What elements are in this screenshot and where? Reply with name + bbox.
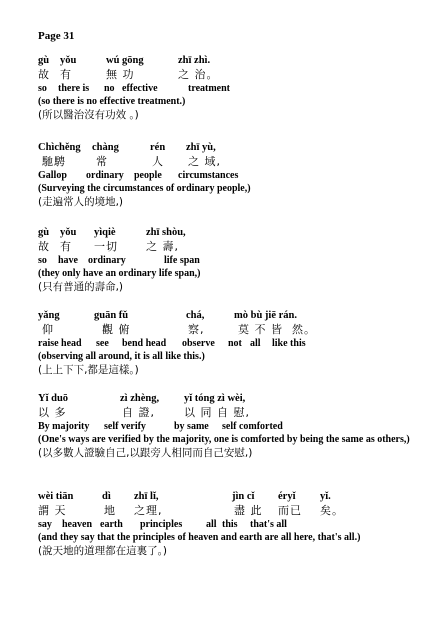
hanzi-word: 之 壽, — [146, 240, 179, 253]
hanzi-line — [38, 406, 418, 420]
gloss-word: raise head — [38, 338, 82, 349]
hanzi-word: 以 同 自 慰, — [184, 406, 250, 419]
hanzi-line — [38, 504, 418, 518]
stanza-3 — [38, 226, 418, 294]
gloss-word: effective — [122, 83, 158, 94]
pinyin-word: yǐ. — [320, 491, 331, 502]
chinese-translation: (上上下下,都是這樣。) — [38, 364, 139, 376]
gloss-word: not — [228, 338, 242, 349]
gloss-word: self verify — [104, 421, 146, 432]
gloss-word: by same — [174, 421, 209, 432]
stanza-5 — [38, 392, 418, 460]
pinyin-line — [38, 226, 418, 240]
gloss-word: Gallop — [38, 170, 67, 181]
pinyin-word: zhī shòu, — [146, 227, 186, 238]
gloss-line — [38, 420, 418, 434]
gloss-line — [38, 169, 418, 183]
gloss-word: this — [222, 519, 238, 530]
chinese-translation: (只有普通的壽命,) — [38, 281, 124, 293]
hanzi-word: 盡 此 — [234, 504, 263, 517]
hanzi-line — [38, 68, 418, 82]
hanzi-word: 自 證, — [122, 406, 155, 419]
gloss-word: bend head — [122, 338, 167, 349]
hanzi-word: 常 — [96, 155, 108, 168]
gloss-word: no — [104, 83, 115, 94]
pinyin-word: Chìchěng — [38, 142, 81, 153]
stanza-1 — [38, 54, 418, 122]
gloss-word: there is — [58, 83, 90, 94]
pinyin-word: guān fǔ — [94, 310, 129, 321]
hanzi-word: 矣。 — [320, 504, 344, 517]
gloss-line — [38, 337, 418, 351]
pinyin-word: yǒu — [60, 227, 77, 238]
hanzi-word: 地 — [104, 504, 116, 517]
chinese-translation: (說天地的道理都在這裏了。) — [38, 545, 167, 557]
hanzi-word: 有 — [60, 240, 72, 253]
pinyin-word: mò bù jiē rán. — [234, 310, 297, 321]
hanzi-word: 之 域, — [188, 155, 221, 168]
gloss-word: all — [250, 338, 261, 349]
hanzi-word: 而已 — [278, 504, 302, 517]
pinyin-word: rén — [150, 142, 166, 153]
pinyin-word: Yǐ duō — [38, 393, 69, 404]
gloss-word: like this — [272, 338, 306, 349]
pinyin-word: yǐ tóng zì wèi, — [184, 393, 246, 404]
english-translation: (Surveying the circumstances of ordinary people,) — [38, 183, 251, 194]
gloss-line — [38, 82, 418, 96]
stanza-6 — [38, 490, 418, 558]
hanzi-word: 有 — [60, 68, 72, 81]
gloss-word: life span — [164, 255, 200, 266]
pinyin-line — [38, 490, 418, 504]
chinese-translation: (以多數人證驗自己,以跟旁人相同而自己安慰,) — [38, 447, 253, 459]
gloss-word: earth — [100, 519, 123, 530]
pinyin-word: zhī lǐ, — [134, 491, 159, 502]
gloss-word: circumstances — [178, 170, 239, 181]
pinyin-word: wú gōng — [106, 55, 144, 66]
pinyin-word: chá, — [186, 310, 205, 321]
hanzi-word: 以 多 — [38, 406, 67, 419]
pinyin-word: gù — [38, 227, 50, 238]
gloss-word: treatment — [188, 83, 231, 94]
hanzi-word: 一切 — [94, 240, 118, 253]
hanzi-word: 謂 天 — [38, 504, 67, 517]
gloss-word: people — [134, 170, 162, 181]
hanzi-word: 觀 俯 — [102, 323, 131, 336]
chinese-translation: (走遍常人的境地,) — [38, 196, 124, 208]
gloss-word: ordinary — [88, 255, 126, 266]
hanzi-line — [38, 240, 418, 254]
gloss-word: that's all — [250, 519, 287, 530]
pinyin-word: yìqiè — [94, 227, 116, 238]
gloss-word: say — [38, 519, 52, 530]
gloss-word: all — [206, 519, 217, 530]
hanzi-line — [38, 323, 418, 337]
hanzi-word: 之理, — [134, 504, 163, 517]
pinyin-word: wèi tiān — [38, 491, 74, 502]
page-number: Page 31 — [38, 30, 75, 42]
gloss-word: so — [38, 83, 47, 94]
pinyin-word: yǒu — [60, 55, 77, 66]
gloss-word: have — [58, 255, 78, 266]
gloss-line — [38, 254, 418, 268]
english-translation: (so there is no effective treatment.) — [38, 96, 186, 107]
pinyin-word: dì — [102, 491, 111, 502]
stanza-4 — [38, 309, 418, 377]
hanzi-word: 之 治。 — [178, 68, 219, 81]
gloss-line — [38, 518, 418, 532]
pinyin-word: jìn cǐ — [232, 491, 255, 502]
pinyin-line — [38, 54, 418, 68]
gloss-word: principles — [140, 519, 183, 530]
hanzi-word: 察, — [188, 323, 205, 336]
pinyin-word: zì zhèng, — [120, 393, 160, 404]
pinyin-line — [38, 141, 418, 155]
pinyin-word: zhī zhì. — [178, 55, 211, 66]
hanzi-word: 無 功 — [106, 68, 135, 81]
hanzi-word: 馳騁 — [42, 155, 66, 168]
pinyin-word: éryǐ — [278, 491, 296, 502]
hanzi-word: 莫 不 皆 然。 — [238, 323, 316, 336]
gloss-word: heaven — [62, 519, 92, 530]
gloss-word: observe — [182, 338, 215, 349]
hanzi-word: 故 — [38, 240, 50, 253]
pinyin-word: yǎng — [38, 310, 60, 321]
english-translation: (they only have an ordinary life span,) — [38, 268, 201, 279]
hanzi-line — [38, 155, 418, 169]
hanzi-word: 故 — [38, 68, 50, 81]
english-translation: (and they say that the principles of heaven and earth are all here, that's all.) — [38, 532, 361, 543]
pinyin-line — [38, 309, 418, 323]
pinyin-line — [38, 392, 418, 406]
gloss-word: self comforted — [222, 421, 283, 432]
pinyin-word: gù — [38, 55, 50, 66]
gloss-word: By majority — [38, 421, 90, 432]
english-translation: (One's ways are verified by the majority, one is comforted by being the same as others,) — [38, 434, 410, 445]
pinyin-word: chàng — [92, 142, 119, 153]
hanzi-word: 仰 — [42, 323, 54, 336]
gloss-word: so — [38, 255, 47, 266]
gloss-word: see — [96, 338, 109, 349]
gloss-word: ordinary — [86, 170, 124, 181]
stanza-2 — [38, 141, 418, 209]
english-translation: (observing all around, it is all like this.) — [38, 351, 205, 362]
hanzi-word: 人 — [152, 155, 164, 168]
pinyin-word: zhī yù, — [186, 142, 216, 153]
chinese-translation: (所以醫治沒有功效 。) — [38, 109, 139, 121]
